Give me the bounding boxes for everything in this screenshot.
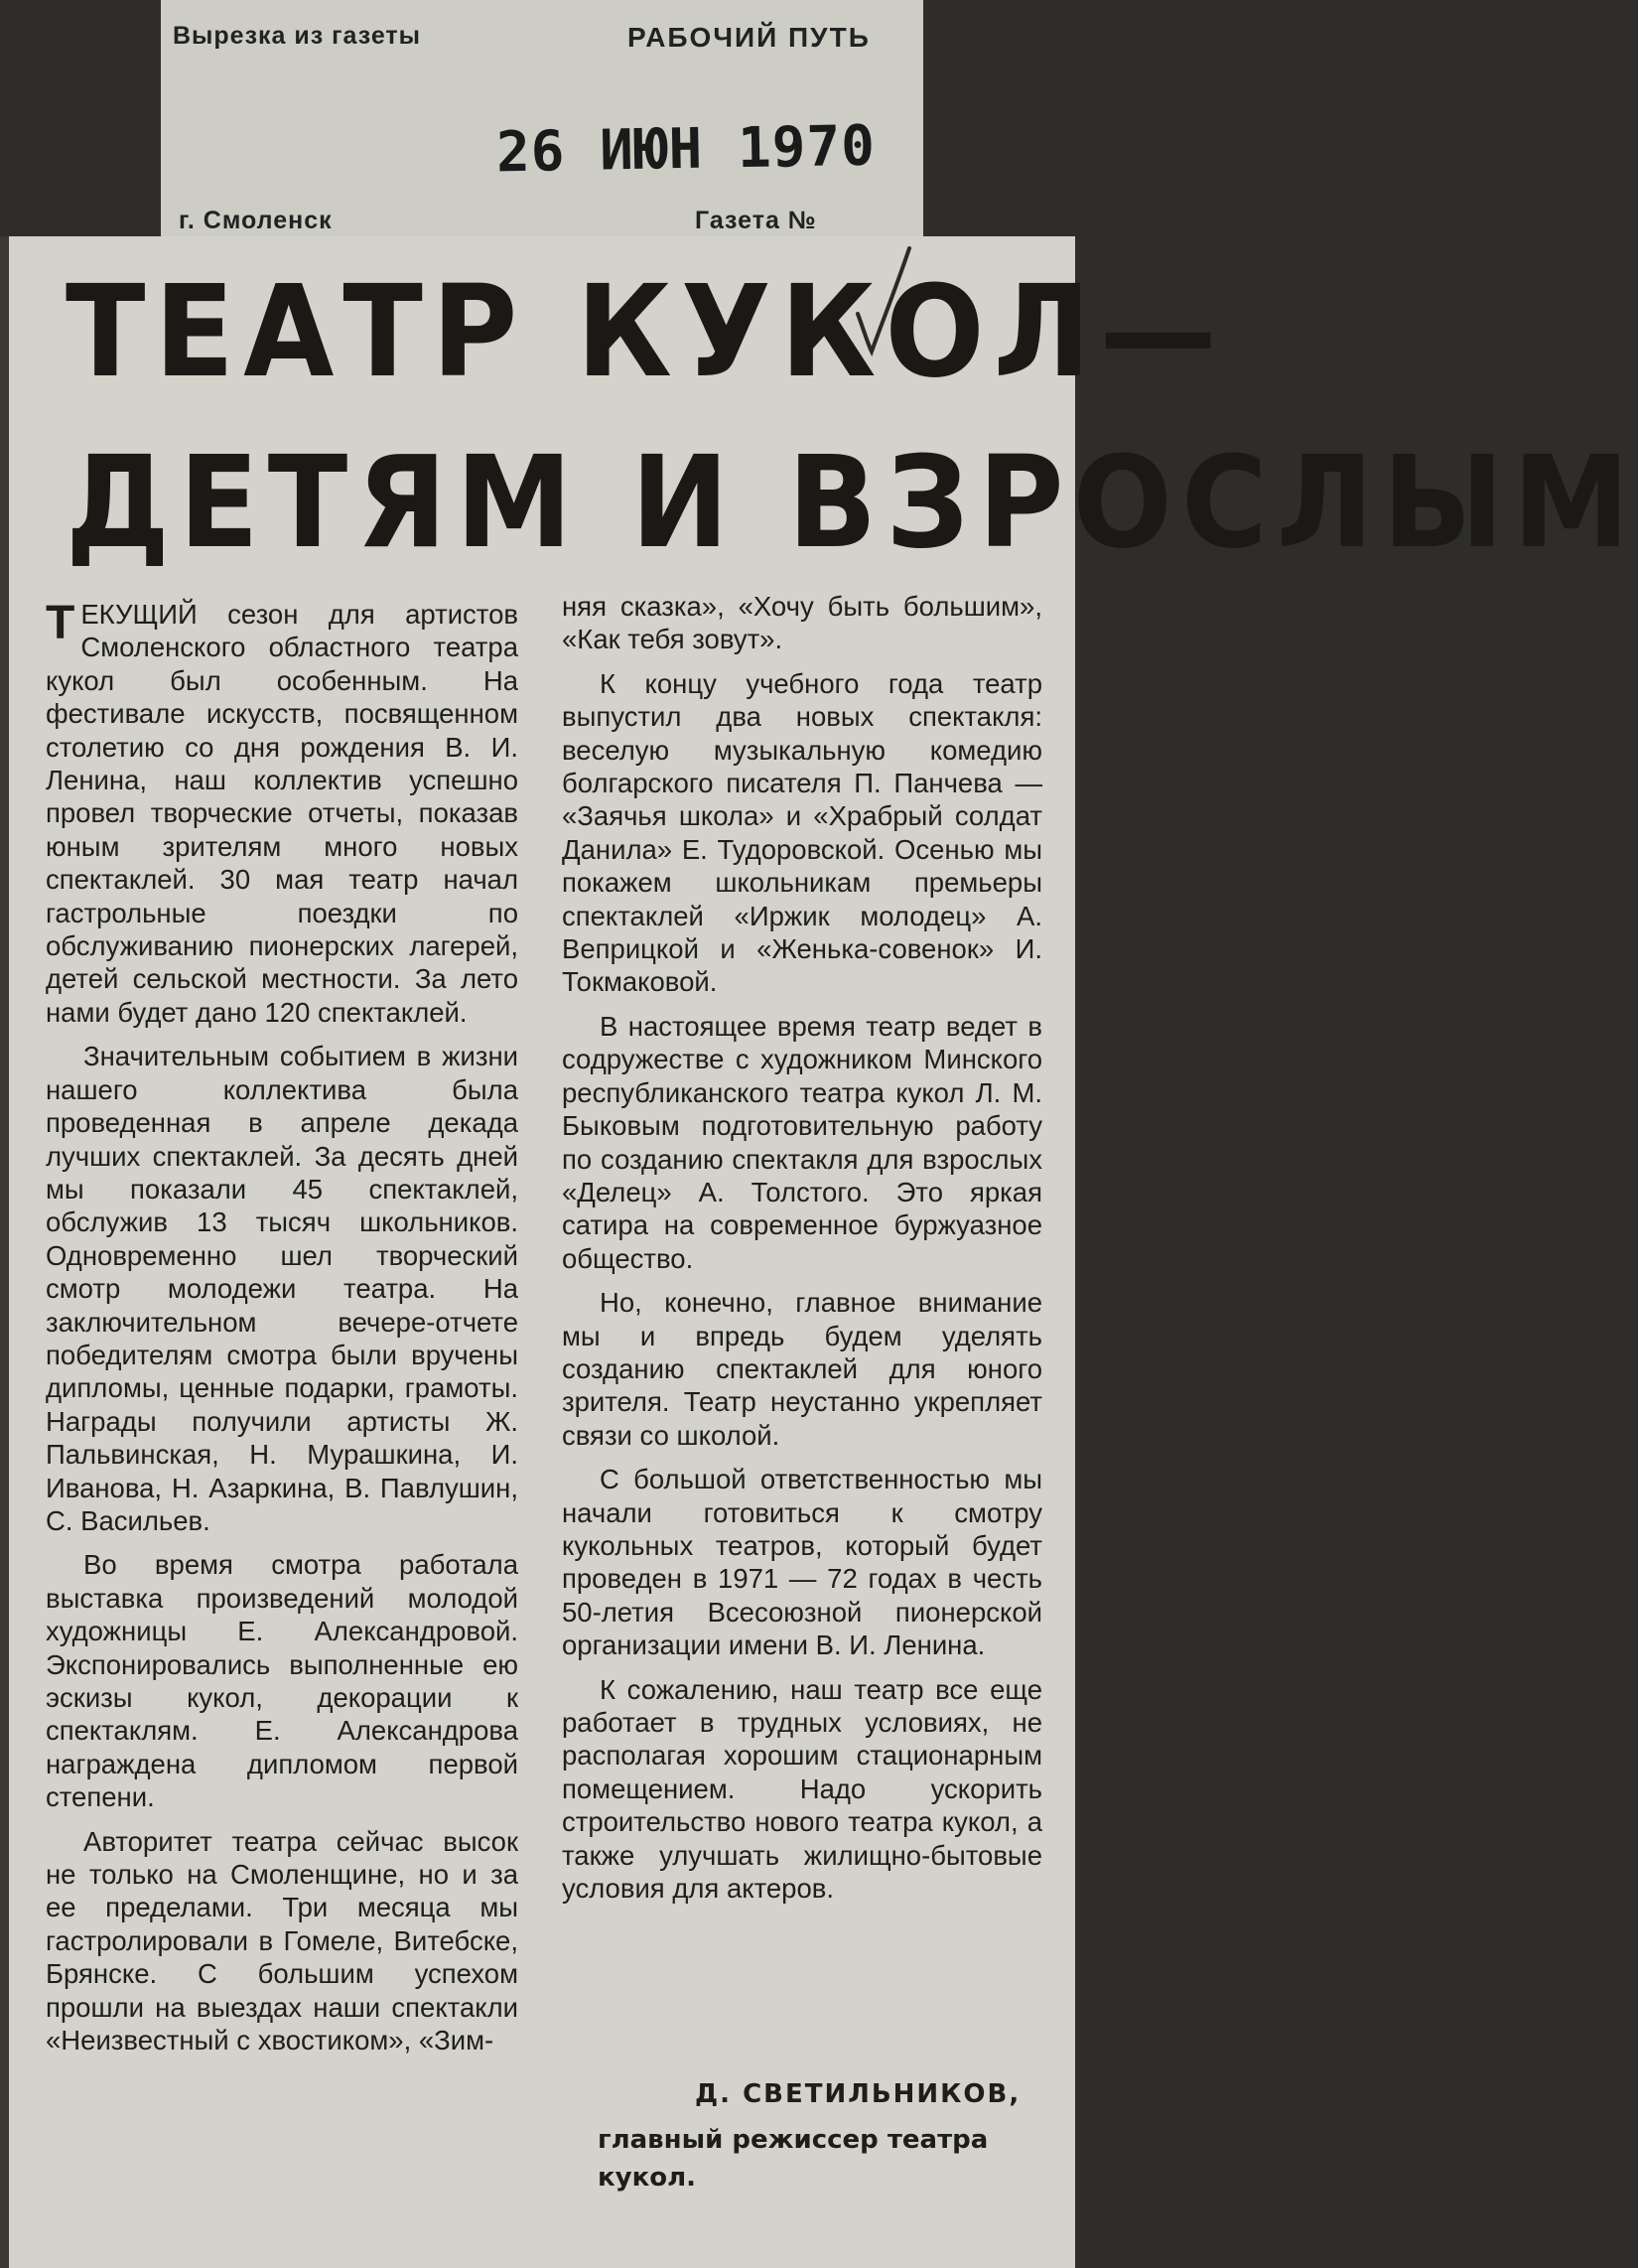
article-paragraph: Значительным событием в жизни нашего коллектива была проведенная в апреле декада лучших спектаклей. За десять дней мы показали 45 спектаклей, обслужив 13 тысяч школьников. Одновременно шел творческий смотр молодежи театра. На заключительном вечере-отчете победителям смотра были вручены дипломы, ценные подарки, грамоты. Награды получили артисты Ж. Пальвинская, Н. Мурашкина, И. Иванова, Н. Азаркина, В. Павлушин, С. Васильев.: [46, 1041, 518, 1536]
headline-line-1: ТЕАТР КУКОЛ—: [66, 257, 1226, 406]
newspaper-name: РАБОЧИЙ ПУТЬ: [627, 22, 871, 53]
clipping-edge: [0, 236, 9, 2268]
city-label: г. Смоленск: [179, 207, 333, 234]
article-paragraph: ТЕКУЩИЙ сезон для артистов Смоленского областного театра кукол был особенным. На фестивале искусств, посвященном столетию со дня рождения В. И. Ленина, наш коллектив успешно провел творческие отчеты, показав юным зрителям много новых спектаклей. 30 мая театр начал гастрольные поездки по обслуживанию пионерских лагерей, детей сельской местности. За лето нами будет дано 120 спектаклей.: [46, 597, 518, 1028]
author-role: главный режиссер театра кукол.: [598, 2125, 989, 2193]
article-column-right: [562, 590, 1042, 1915]
slip-shadow: [0, 224, 161, 236]
article-column-left: [46, 598, 518, 2067]
checkmark-icon: [852, 244, 915, 361]
headline-line-2: ДЕТЯМ И ВЗРОСЛЫМ: [66, 428, 1638, 577]
article-paragraph: В настоящее время театр ведет в содружестве с художником Минского республиканского театра кукол Л. М. Быковым подготовительную работу по созданию спектакля для взрослых «Делец» А. Толстого. Это яркая сатира на современное буржуазное общество.: [562, 1010, 1042, 1274]
source-label: Вырезка из газеты: [173, 22, 421, 50]
article-paragraph: С большой ответственностью мы начали готовиться к смотру кукольных театров, который будет проведен в 1971 — 72 годах в честь 50-летия Всесоюзной пионерской организации имени В. И. Ленина.: [562, 1464, 1042, 1661]
issue-number-label: Газета №: [695, 207, 817, 234]
article-paragraph: Но, конечно, главное внимание мы и впредь будем уделять созданию спектаклей для юного зрителя. Театр неустанно укрепляет связи со школой.: [562, 1287, 1042, 1451]
article-paragraph: Во время смотра работала выставка произведений молодой художницы Е. Александровой. Экспонировались выполненные ею эскизы кукол, декорации к спектаклям. Е. Александрова награждена дипломом первой степени.: [46, 1549, 518, 1813]
date-stamp: 26 ИЮН 1970: [495, 113, 877, 186]
author-name: Д. СВЕТИЛЬНИКОВ,: [695, 2079, 1022, 2109]
article-paragraph: К сожалению, наш театр все еще работает в трудных условиях, не располагая хорошим стационарным помещением. Надо ускорить строительство нового театра кукол, а также улучшать жилищно-бытовые условия для актеров.: [562, 1673, 1042, 1905]
article-paragraph: К концу учебного года театр выпустил два новых спектакля: веселую музыкальную комедию болгарского писателя П. Панчева — «Заячья школа» и «Храбрый солдат Данила» Е. Тудоровской. Осенью мы покажем школьникам премьеры спектаклей «Иржик молодец» А. Веприцкой и «Женька-совенок» И. Токмаковой.: [562, 667, 1042, 998]
drop-cap: Т: [46, 597, 75, 649]
article-paragraph: Авторитет театра сейчас высок не только на Смоленщине, но и за ее пределами. Три месяца мы гастролировали в Гомеле, Витебске, Брянске. С большим успехом прошли на выездах наши спектакли «Неизвестный с хвостиком», «Зим-: [46, 1825, 518, 2056]
article-paragraph: няя сказка», «Хочу быть большим», «Как тебя зовут».: [562, 591, 1042, 655]
